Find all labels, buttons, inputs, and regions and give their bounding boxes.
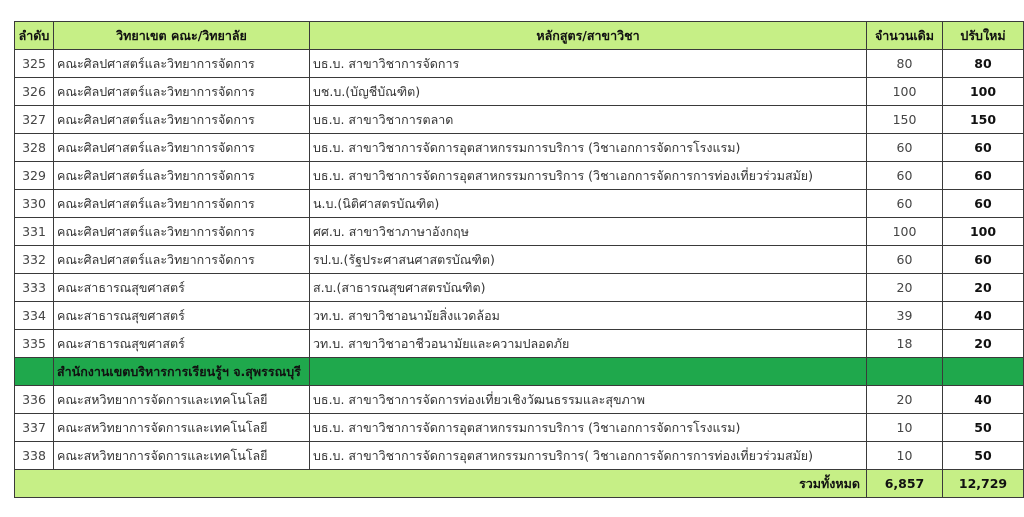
row-adjusted-count: 40	[943, 302, 1024, 330]
row-adjusted-count: 100	[943, 78, 1024, 106]
row-adjusted-count: 20	[943, 274, 1024, 302]
row-number: 328	[15, 134, 54, 162]
row-number: 327	[15, 106, 54, 134]
row-original-count: 10	[867, 442, 943, 470]
row-program: รป.บ.(รัฐประศาสนศาสตรบัณฑิต)	[310, 246, 867, 274]
row-faculty: คณะสหวิทยาการจัดการและเทคโนโลยี	[54, 386, 310, 414]
row-program: บธ.บ. สาขาวิชาการตลาด	[310, 106, 867, 134]
table-row	[15, 134, 1024, 162]
header-no: ลำดับ	[15, 22, 54, 50]
row-program: วท.บ. สาขาวิชาอาชีวอนามัยและความปลอดภัย	[310, 330, 867, 358]
row-adjusted-count: 50	[943, 414, 1024, 442]
row-adjusted-count: 150	[943, 106, 1024, 134]
row-adjusted-count: 60	[943, 246, 1024, 274]
row-number: 331	[15, 218, 54, 246]
table-row	[15, 442, 1024, 470]
section-title: สำนักงานเขตบริหารการเรียนรู้ฯ จ.สุพรรณบุรี	[54, 358, 310, 386]
row-program: บธ.บ. สาขาวิชาการจัดการอุตสาหกรรมการบริการ( วิชาเอกการจัดการการท่องเที่ยวร่วมสมัย)	[310, 442, 867, 470]
row-number: 326	[15, 78, 54, 106]
header-row	[15, 22, 1024, 50]
header-original: จำนวนเดิม	[867, 22, 943, 50]
table-row	[15, 274, 1024, 302]
row-original-count: 60	[867, 246, 943, 274]
table-row	[15, 414, 1024, 442]
table-row	[15, 246, 1024, 274]
header-adjusted: ปรับใหม่	[943, 22, 1024, 50]
row-faculty: คณะสหวิทยาการจัดการและเทคโนโลยี	[54, 442, 310, 470]
table-row	[15, 330, 1024, 358]
row-original-count: 80	[867, 50, 943, 78]
row-program: ศศ.บ. สาขาวิชาภาษาอังกฤษ	[310, 218, 867, 246]
row-adjusted-count: 60	[943, 190, 1024, 218]
row-program: น.บ.(นิติศาสตรบัณฑิต)	[310, 190, 867, 218]
row-faculty: คณะศิลปศาสตร์และวิทยาการจัดการ	[54, 162, 310, 190]
row-faculty: คณะศิลปศาสตร์และวิทยาการจัดการ	[54, 218, 310, 246]
row-number: 329	[15, 162, 54, 190]
table-row	[15, 386, 1024, 414]
row-original-count: 10	[867, 414, 943, 442]
section-row	[15, 358, 1024, 386]
row-original-count: 60	[867, 162, 943, 190]
table-row	[15, 50, 1024, 78]
section-program-cell	[310, 358, 867, 386]
row-number: 330	[15, 190, 54, 218]
row-faculty: คณะสาธารณสุขศาสตร์	[54, 274, 310, 302]
enrollment-table	[14, 21, 1024, 498]
row-number: 332	[15, 246, 54, 274]
section-adjusted-cell	[943, 358, 1024, 386]
table-row	[15, 78, 1024, 106]
row-number: 333	[15, 274, 54, 302]
row-adjusted-count: 60	[943, 134, 1024, 162]
row-program: บธ.บ. สาขาวิชาการจัดการ	[310, 50, 867, 78]
row-faculty: คณะศิลปศาสตร์และวิทยาการจัดการ	[54, 190, 310, 218]
header-program: หลักสูตร/สาขาวิชา	[310, 22, 867, 50]
total-row	[15, 470, 1024, 498]
row-adjusted-count: 100	[943, 218, 1024, 246]
row-number: 335	[15, 330, 54, 358]
row-original-count: 60	[867, 134, 943, 162]
row-adjusted-count: 60	[943, 162, 1024, 190]
row-program: บธ.บ. สาขาวิชาการจัดการอุตสาหกรรมการบริการ (วิชาเอกการจัดการการท่องเที่ยวร่วมสมัย)	[310, 162, 867, 190]
row-program: บธ.บ. สาขาวิชาการจัดการท่องเที่ยวเชิงวัฒนธรรมและสุขภาพ	[310, 386, 867, 414]
header-faculty: วิทยาเขต คณะ/วิทยาลัย	[54, 22, 310, 50]
row-adjusted-count: 50	[943, 442, 1024, 470]
row-original-count: 18	[867, 330, 943, 358]
row-program: บช.บ.(บัญชีบัณฑิต)	[310, 78, 867, 106]
row-original-count: 39	[867, 302, 943, 330]
row-faculty: คณะศิลปศาสตร์และวิทยาการจัดการ	[54, 50, 310, 78]
row-faculty: คณะศิลปศาสตร์และวิทยาการจัดการ	[54, 106, 310, 134]
section-no-cell	[15, 358, 54, 386]
row-original-count: 20	[867, 386, 943, 414]
row-original-count: 100	[867, 78, 943, 106]
table-row	[15, 218, 1024, 246]
row-number: 338	[15, 442, 54, 470]
row-faculty: คณะสหวิทยาการจัดการและเทคโนโลยี	[54, 414, 310, 442]
row-number: 337	[15, 414, 54, 442]
row-program: วท.บ. สาขาวิชาอนามัยสิ่งแวดล้อม	[310, 302, 867, 330]
row-adjusted-count: 40	[943, 386, 1024, 414]
row-program: ส.บ.(สาธารณสุขศาสตรบัณฑิต)	[310, 274, 867, 302]
row-faculty: คณะศิลปศาสตร์และวิทยาการจัดการ	[54, 78, 310, 106]
row-faculty: คณะศิลปศาสตร์และวิทยาการจัดการ	[54, 134, 310, 162]
row-program: บธ.บ. สาขาวิชาการจัดการอุตสาหกรรมการบริการ (วิชาเอกการจัดการโรงแรม)	[310, 134, 867, 162]
section-original-cell	[867, 358, 943, 386]
row-adjusted-count: 20	[943, 330, 1024, 358]
table-row	[15, 302, 1024, 330]
row-original-count: 100	[867, 218, 943, 246]
row-faculty: คณะสาธารณสุขศาสตร์	[54, 330, 310, 358]
total-label: รวมทั้งหมด	[15, 470, 867, 498]
row-original-count: 20	[867, 274, 943, 302]
row-program: บธ.บ. สาขาวิชาการจัดการอุตสาหกรรมการบริการ (วิชาเอกการจัดการโรงแรม)	[310, 414, 867, 442]
table-row	[15, 106, 1024, 134]
row-number: 325	[15, 50, 54, 78]
row-adjusted-count: 80	[943, 50, 1024, 78]
row-number: 334	[15, 302, 54, 330]
row-faculty: คณะสาธารณสุขศาสตร์	[54, 302, 310, 330]
total-adjusted: 12,729	[943, 470, 1024, 498]
row-faculty: คณะศิลปศาสตร์และวิทยาการจัดการ	[54, 246, 310, 274]
row-number: 336	[15, 386, 54, 414]
row-original-count: 60	[867, 190, 943, 218]
table-row	[15, 190, 1024, 218]
total-original: 6,857	[867, 470, 943, 498]
row-original-count: 150	[867, 106, 943, 134]
table-row	[15, 162, 1024, 190]
